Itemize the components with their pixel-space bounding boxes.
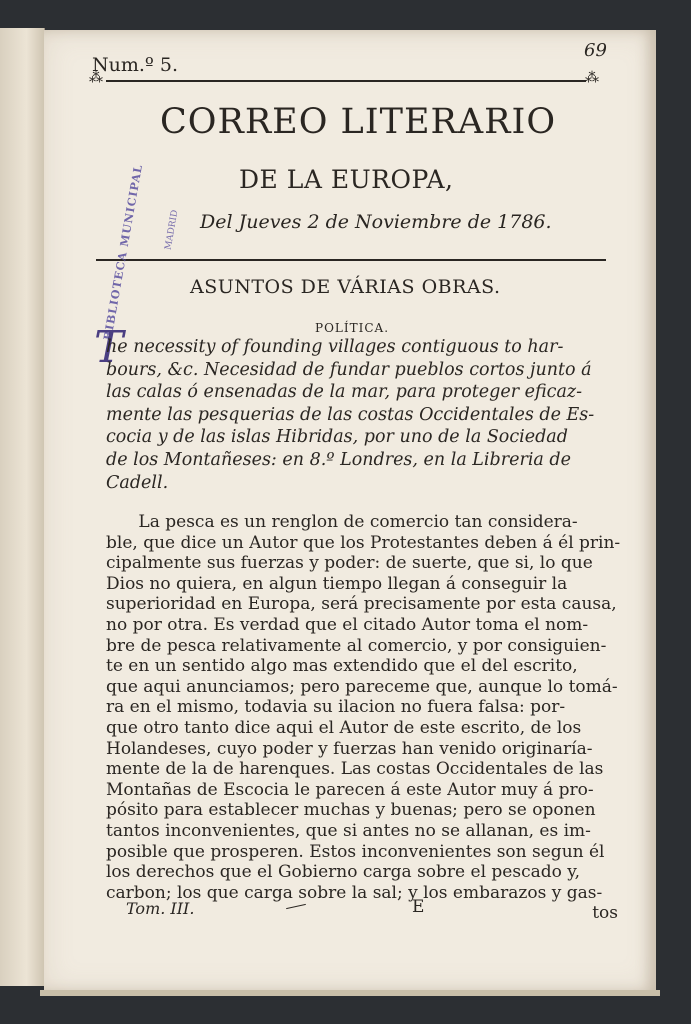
intro-line: las calas ó ensenadas de la mar, para proteger eficaz- bbox=[106, 382, 583, 403]
body-line: Dios no quiera, en algun tiempo llegan á conseguir la bbox=[106, 573, 568, 594]
volume-label: Tom. III. bbox=[126, 899, 195, 918]
body-line: cipalmente sus fuerzas y poder: de suerte, que si, lo que bbox=[106, 553, 593, 574]
masthead-subtitle: DE LA EUROPA, bbox=[239, 165, 454, 194]
intro-line: de los Montañeses: en 8.º Londres, en la Libreria de bbox=[106, 449, 571, 470]
body-line: ble, que dice un Autor que los Protestantes deben á él prin- bbox=[106, 532, 621, 553]
intro-paragraph bbox=[106, 336, 618, 494]
ornament-right-icon: ⁂ bbox=[585, 70, 599, 86]
body-line: no por otra. Es verdad que el citado Autor toma el nom- bbox=[106, 614, 589, 635]
section-rule bbox=[96, 259, 606, 261]
library-stamp-city: MADRID bbox=[163, 209, 181, 251]
body-line: superioridad en Europa, será precisamente por esta causa, bbox=[106, 594, 617, 615]
body-line: tantos inconvenientes, que si antes no se allanan, es im- bbox=[106, 820, 591, 841]
body-line: carbon; los que carga sobre la sal; y los embarazos y gas- bbox=[106, 882, 603, 903]
facing-page-edge bbox=[0, 28, 45, 986]
document-page bbox=[44, 30, 656, 992]
top-rule bbox=[106, 80, 586, 82]
intro-line: bours, &c. Necesidad de fundar pueblos cortos junto á bbox=[106, 359, 592, 380]
intro-line: mente las pesquerias de las costas Occidentales de Es- bbox=[106, 404, 595, 425]
body-line: Holandeses, cuyo poder y fuerzas han venido originaría- bbox=[106, 738, 593, 759]
body-line: Montañas de Escocia le parecen á este Autor muy á pro- bbox=[106, 779, 594, 800]
body-line: posible que prosperen. Estos inconvenientes son segun él bbox=[106, 841, 605, 862]
body-line: mente de la de harenques. Las costas Occidentales de las bbox=[106, 759, 604, 780]
section-subheading: POLÍTICA. bbox=[315, 321, 390, 335]
body-line: los derechos que el Gobierno carga sobre el pescado y, bbox=[106, 862, 580, 883]
dateline: Del Jueves 2 de Noviembre de 1786. bbox=[200, 211, 552, 233]
body-line: La pesca es un renglon de comercio tan considera- bbox=[106, 512, 578, 532]
body-line: que otro tanto dice aqui el Autor de este escrito, de los bbox=[106, 717, 582, 738]
body-line: te en un sentido algo mas extendido que el del escrito, bbox=[106, 656, 578, 677]
page-number: 69 bbox=[584, 40, 607, 61]
drop-cap: T bbox=[94, 322, 124, 373]
masthead-title: CORREO LITERARIO bbox=[160, 102, 557, 142]
intro-line: he necessity of founding villages contiguous to har- bbox=[106, 337, 564, 357]
signature-mark: E bbox=[412, 897, 425, 917]
section-heading: ASUNTOS DE VÁRIAS OBRAS. bbox=[190, 276, 501, 298]
body-line: bre de pesca relativamente al comercio, y por consiguien- bbox=[106, 635, 607, 656]
issue-number: Num.º 5. bbox=[92, 54, 179, 76]
page-bottom-edge bbox=[40, 990, 660, 996]
body-paragraph bbox=[106, 512, 621, 924]
library-stamp: BIBLIOTECA MUNICIPAL bbox=[101, 163, 146, 342]
intro-line: cocia y de las islas Hibridas, por uno de la Sociedad bbox=[106, 427, 568, 448]
catchword: tos bbox=[592, 903, 618, 924]
intro-line: Cadell. bbox=[106, 472, 169, 493]
body-line: pósito para establecer muchas y buenas; pero se oponen bbox=[106, 800, 596, 821]
ornament-left-icon: ⁂ bbox=[89, 70, 103, 86]
body-line: ra en el mismo, todavia su ilacion no fuera falsa: por- bbox=[106, 697, 566, 718]
body-line: que aqui anunciamos; pero pareceme que, aunque lo tomá- bbox=[106, 676, 618, 697]
